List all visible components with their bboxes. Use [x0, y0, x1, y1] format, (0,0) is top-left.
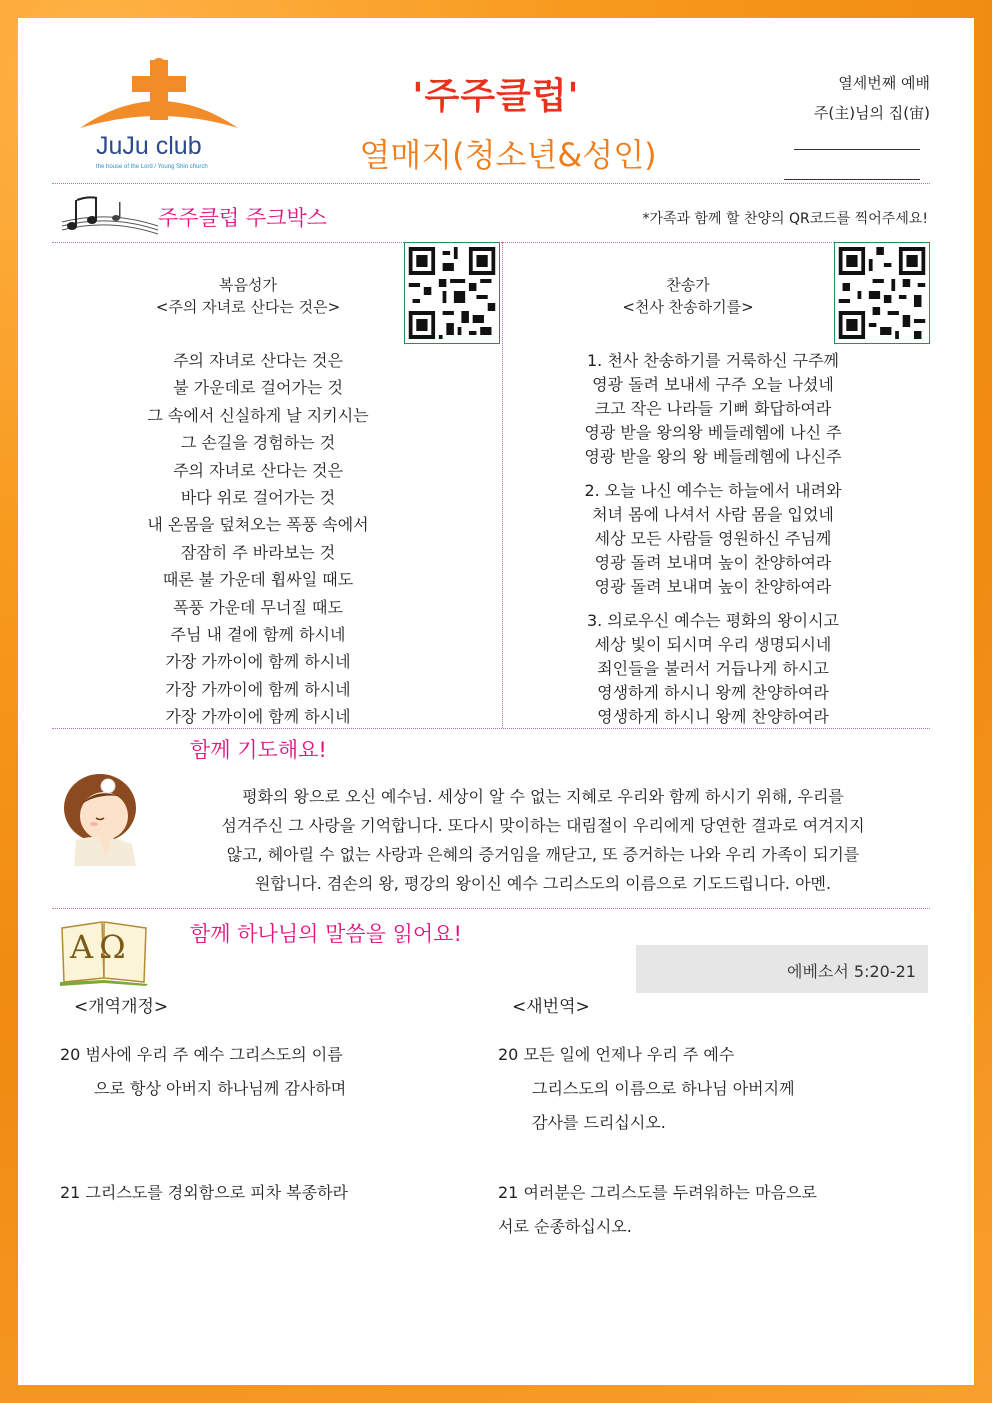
right-verse-21b: 서로 순종하십시오.	[498, 1217, 632, 1236]
lyric-line: 크고 작은 나라들 기뻐 화답하여라	[594, 399, 832, 418]
left-version-label: <개역개정>	[74, 997, 169, 1017]
lyric-line: 1. 천사 찬송하기를 거룩하신 구주께	[587, 351, 839, 370]
word-heading: 함께 하나님의 말씀을 읽어요!	[190, 922, 462, 946]
praying-girl-icon	[58, 766, 150, 870]
lyric-line: 가장 가까이에 함께 하시네	[165, 679, 351, 699]
logo-tagline: the house of the Lord / Young Shin church	[96, 164, 208, 170]
lyric-line: 영광 돌려 보내며 높이 찬양하여라	[594, 553, 832, 572]
left-verse-21: 21 그리스도를 경외함으로 피차 복종하라	[60, 1183, 348, 1202]
lyric-line: 영광 돌려 보내세 구주 오늘 나셨네	[592, 375, 834, 394]
worksheet-page	[18, 18, 974, 1385]
song2-verse-3	[518, 608, 908, 728]
name-line-2	[784, 179, 920, 180]
page-title: '주주클럽'	[412, 76, 580, 117]
lyric-line: 영광 돌려 보내며 높이 찬양하여라	[594, 577, 832, 596]
lyric-line: 3. 의로우신 예수는 평화의 왕이시고	[587, 611, 839, 630]
lyric-line: 때론 불 가운데 휩싸일 때도	[162, 570, 354, 590]
song1-lyrics	[78, 348, 438, 731]
lyric-line: 영생하게 하시니 왕께 찬양하여라	[597, 707, 829, 726]
lyric-line: 처녀 몸에 나셔서 사람 몸을 입었네	[592, 505, 834, 524]
prayer-heading: 함께 기도해요!	[190, 738, 327, 762]
song1-qr-code[interactable]	[404, 242, 500, 344]
lyric-line: 그 손길을 경험하는 것	[180, 433, 336, 453]
left-verse-20a: 20 범사에 우리 주 예수 그리스도의 이름	[60, 1045, 343, 1064]
house-label: 주(主)님의 집(宙)	[813, 104, 930, 122]
lyric-line: 가장 가까이에 함께 하시네	[165, 707, 351, 727]
song1-title-block	[78, 274, 418, 318]
music-notes-icon	[60, 192, 160, 244]
lyric-line: 가장 가까이에 함께 하시네	[165, 652, 351, 672]
lyric-line: 영생하게 하시니 왕께 찬양하여라	[597, 683, 829, 702]
right-verse-20c: 감사를 드리십시오.	[532, 1113, 666, 1132]
divider-songs	[502, 242, 503, 728]
qr-instruction: *가족과 함께 할 찬양의 QR코드를 찍어주세요!	[642, 211, 928, 227]
song1-type: 복음성가	[219, 276, 277, 294]
right-verse-20a: 20 모든 일에 언제나 우리 주 예수	[498, 1045, 735, 1064]
song2-type: 찬송가	[666, 276, 710, 294]
scripture-reference: 에베소서 5:20-21	[787, 962, 916, 981]
lyric-line: 내 온몸을 덮쳐오는 폭풍 속에서	[147, 515, 369, 535]
prayer-line: 평화의 왕으로 오신 예수님. 세상이 알 수 없는 지혜로 우리와 함께 하시기 위해, 우리를	[242, 787, 844, 806]
prayer-text	[158, 782, 928, 898]
divider-word	[52, 908, 930, 909]
song2-title-block	[528, 274, 848, 318]
lyric-line: 2. 오늘 나신 예수는 하늘에서 내려와	[584, 481, 842, 500]
lyric-line: 영광 받을 왕의 왕 베들레헴에 나신주	[584, 447, 842, 466]
worship-number: 열세번째 예배	[838, 74, 930, 92]
prayer-line: 섬겨주신 그 사랑을 기억합니다. 또다시 맞이하는 대림절이 우리에게 당연한 결과로 여겨지지	[221, 816, 865, 835]
lyric-line: 폭풍 가운데 무너질 때도	[173, 597, 343, 617]
page-subtitle: 열매지(청소년&성인)	[359, 136, 657, 174]
jukebox-heading: 주주클럽 주크박스	[158, 206, 327, 230]
prayer-line: 않고, 헤아릴 수 없는 사랑과 은혜의 증거임을 깨닫고, 또 증거하는 나와 우리 가족이 되기를	[226, 845, 860, 864]
lyric-line: 죄인들을 불러서 거듭나게 하시고	[597, 659, 829, 678]
lyric-line: 주님 내 곁에 함께 하시네	[170, 624, 346, 644]
prayer-line: 원합니다. 겸손의 왕, 평강의 왕이신 예수 그리스도의 이름으로 기도드립니다. 아멘.	[254, 874, 832, 893]
lyric-line: 그 속에서 신실하게 날 지키시는	[147, 405, 369, 425]
lyric-line: 세상 빛이 되시며 우리 생명되시네	[594, 635, 832, 654]
song2-title: <천사 찬송하기를>	[622, 298, 754, 316]
lyric-line: 영광 받을 왕의왕 베들레헴에 나신 주	[584, 423, 842, 442]
song1-title: <주의 자녀로 산다는 것은>	[155, 298, 341, 316]
divider-prayer	[52, 728, 930, 729]
alpha-omega-symbols: ΑΩ	[70, 928, 132, 966]
song2-verse-1	[518, 348, 908, 468]
right-verse-21a: 21 여러분은 그리스도를 두려워하는 마음으로	[498, 1183, 817, 1202]
name-line	[794, 149, 920, 150]
divider-top	[52, 183, 930, 184]
song2-lyrics	[518, 348, 908, 728]
right-verse-20b: 그리스도의 이름으로 하나님 아버지께	[532, 1079, 795, 1098]
lyric-line: 불 가운데로 걸어가는 것	[173, 378, 343, 398]
lyric-line: 주의 자녀로 산다는 것은	[173, 351, 343, 370]
right-version-label: <새번역>	[512, 997, 590, 1017]
song2-verse-2	[518, 478, 908, 598]
lyric-line: 세상 모든 사람들 영원하신 주님께	[594, 529, 832, 548]
lyric-line: 주의 자녀로 산다는 것은	[173, 460, 343, 480]
lyric-line: 바다 위로 걸어가는 것	[180, 487, 336, 507]
logo-name: JuJu club	[96, 132, 202, 160]
scripture-reference-box	[636, 945, 928, 993]
left-verse-20b: 으로 항상 아버지 하나님께 감사하며	[94, 1079, 347, 1098]
lyric-line: 잠잠히 주 바라보는 것	[180, 542, 336, 562]
bible-book-icon	[58, 918, 150, 986]
song2-qr-code[interactable]	[834, 242, 930, 344]
